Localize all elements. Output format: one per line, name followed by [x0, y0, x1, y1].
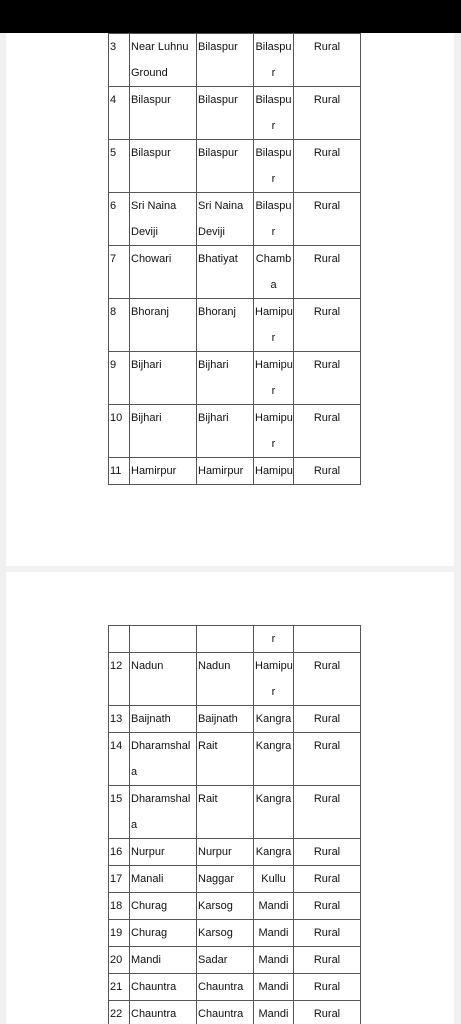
- district-cell-line: r: [271, 67, 276, 79]
- area-type-cell: [294, 626, 361, 653]
- district-cell: [254, 246, 294, 299]
- location-cell-line: Nadun: [131, 660, 164, 672]
- block-cell-line: Hamirpur: [198, 465, 244, 477]
- district-cell: [254, 352, 294, 405]
- district-cell: [254, 626, 294, 653]
- table-row: [109, 626, 361, 653]
- district-cell-line: Mandi: [258, 927, 289, 939]
- table-row: [109, 299, 361, 352]
- location-cell-line: Ground: [131, 67, 168, 79]
- district-cell: [254, 974, 294, 1001]
- serial-number-cell: 18: [109, 893, 130, 920]
- location-cell: [130, 299, 197, 352]
- district-cell-line: Chamb: [255, 253, 292, 265]
- area-type-cell: Rural: [294, 34, 361, 87]
- area-type-cell: Rural: [294, 733, 361, 786]
- location-cell-line: Churag: [131, 900, 168, 912]
- table-row: [109, 458, 361, 485]
- location-cell-line: Dharamshal: [131, 793, 191, 805]
- table-row: [109, 974, 361, 1001]
- block-cell-line: [198, 626, 252, 652]
- location-cell-line: Bhoranj: [131, 306, 169, 318]
- serial-number-cell: 4: [109, 87, 130, 140]
- area-type-cell: Rural: [294, 352, 361, 405]
- block-cell-line: Baijnath: [198, 713, 238, 725]
- serial-number-cell: 5: [109, 140, 130, 193]
- serial-number-cell: 15: [109, 786, 130, 839]
- district-cell-line: Kangra: [255, 713, 292, 725]
- block-cell: [197, 87, 254, 140]
- table-row: [109, 246, 361, 299]
- area-type-cell: Rural: [294, 405, 361, 458]
- location-cell-line: Hamirpur: [131, 465, 177, 477]
- district-cell-line: r: [271, 633, 276, 645]
- district-cell-line: r: [271, 385, 276, 397]
- block-cell: [197, 839, 254, 866]
- location-cell-line: a: [131, 766, 138, 778]
- serial-number-cell: 14: [109, 733, 130, 786]
- district-cell-line: Mandi: [258, 981, 289, 993]
- district-cell-line: Kullu: [261, 873, 286, 885]
- block-cell: [197, 626, 254, 653]
- block-cell: [197, 34, 254, 87]
- sites-table-page-2: [108, 625, 361, 1024]
- table-row: [109, 866, 361, 893]
- serial-number-cell: 16: [109, 839, 130, 866]
- location-cell: [130, 352, 197, 405]
- serial-number-cell: 22: [109, 1001, 130, 1024]
- serial-number-cell: 11: [109, 458, 130, 485]
- block-cell-line: Bilaspur: [198, 147, 238, 159]
- top-status-bar: [0, 0, 461, 33]
- block-cell-line: Bilaspur: [198, 94, 238, 106]
- location-cell-line: a: [131, 819, 138, 831]
- block-cell-line: Chauntra: [198, 981, 244, 993]
- district-cell-line: Bilaspu: [255, 94, 292, 106]
- table-row: [109, 1001, 361, 1024]
- table-row: [109, 893, 361, 920]
- table-row: [109, 786, 361, 839]
- location-cell: [130, 839, 197, 866]
- table-row: [109, 653, 361, 706]
- location-cell: [130, 893, 197, 920]
- location-cell: [130, 974, 197, 1001]
- district-cell-line: r: [271, 686, 276, 698]
- block-cell-line: Sri Naina: [198, 200, 244, 212]
- area-type-cell: Rural: [294, 706, 361, 733]
- block-cell: [197, 1001, 254, 1024]
- block-cell-line: Bilaspur: [198, 41, 238, 53]
- serial-number-cell: 12: [109, 653, 130, 706]
- serial-number-cell: 21: [109, 974, 130, 1001]
- location-cell-line: Mandi: [131, 954, 161, 966]
- location-cell: [130, 706, 197, 733]
- location-cell: [130, 947, 197, 974]
- location-cell-line: Bilaspur: [131, 94, 171, 106]
- location-cell: [130, 626, 197, 653]
- block-cell-line: Bhatiyat: [198, 253, 238, 265]
- district-cell-line: Hamipu: [255, 465, 293, 477]
- district-cell-line: r: [271, 226, 276, 238]
- block-cell: [197, 653, 254, 706]
- district-cell: [254, 34, 294, 87]
- table-row: [109, 839, 361, 866]
- block-cell-line: Karsog: [198, 927, 233, 939]
- district-cell: [254, 786, 294, 839]
- block-cell-line: Rait: [198, 793, 218, 805]
- table-row: [109, 405, 361, 458]
- block-cell: [197, 458, 254, 485]
- serial-number-cell: 7: [109, 246, 130, 299]
- serial-number-cell: 3: [109, 34, 130, 87]
- district-cell: [254, 947, 294, 974]
- location-cell: [130, 653, 197, 706]
- serial-number-cell: 19: [109, 920, 130, 947]
- area-type-cell: Rural: [294, 87, 361, 140]
- location-cell: [130, 193, 197, 246]
- table-row: [109, 34, 361, 87]
- location-cell-line: Bilaspur: [131, 147, 171, 159]
- table-row: [109, 947, 361, 974]
- block-cell-line: Nadun: [198, 660, 231, 672]
- location-cell: [130, 140, 197, 193]
- district-cell-line: Kangra: [255, 740, 292, 752]
- block-cell: [197, 193, 254, 246]
- block-cell-line: Nurpur: [198, 846, 232, 858]
- location-cell-line: Bijhari: [131, 412, 162, 424]
- block-cell-line: Bijhari: [198, 412, 229, 424]
- district-cell: [254, 458, 294, 485]
- block-cell: [197, 866, 254, 893]
- district-cell-line: Hamipu: [255, 660, 293, 672]
- block-cell: [197, 140, 254, 193]
- block-cell-line: Chauntra: [198, 1008, 244, 1020]
- block-cell: [197, 246, 254, 299]
- location-cell: [130, 246, 197, 299]
- district-cell-line: Hamipu: [255, 412, 293, 424]
- location-cell: [130, 1001, 197, 1024]
- area-type-cell: Rural: [294, 246, 361, 299]
- sites-table-body: [109, 34, 361, 485]
- area-type-cell: Rural: [294, 947, 361, 974]
- district-cell-line: Bilaspu: [255, 147, 292, 159]
- block-cell: [197, 299, 254, 352]
- location-cell-line: Nurpur: [131, 846, 165, 858]
- area-type-cell: Rural: [294, 140, 361, 193]
- district-cell: [254, 193, 294, 246]
- serial-number-cell: 9: [109, 352, 130, 405]
- sites-table-body: [109, 626, 361, 1024]
- district-cell-line: Hamipu: [255, 306, 293, 318]
- table-row: [109, 920, 361, 947]
- block-cell: [197, 733, 254, 786]
- district-cell: [254, 405, 294, 458]
- block-cell: [197, 405, 254, 458]
- location-cell-line: Chauntra: [131, 1008, 177, 1020]
- location-cell-line: Bijhari: [131, 359, 162, 371]
- block-cell-line: Sadar: [198, 954, 228, 966]
- serial-number-cell: 8: [109, 299, 130, 352]
- district-cell-line: Bilaspu: [255, 41, 292, 53]
- document-page-2: [6, 572, 454, 1024]
- block-cell-line: Karsog: [198, 900, 233, 912]
- location-cell-line: Churag: [131, 927, 168, 939]
- location-cell-line: Chauntra: [131, 981, 177, 993]
- block-cell: [197, 352, 254, 405]
- serial-number-cell: 10: [109, 405, 130, 458]
- location-cell: [130, 786, 197, 839]
- district-cell-line: Mandi: [258, 1008, 289, 1020]
- sites-table-page-1: [108, 33, 361, 485]
- location-cell: [130, 920, 197, 947]
- block-cell: [197, 786, 254, 839]
- district-cell: [254, 920, 294, 947]
- block-cell: [197, 706, 254, 733]
- district-cell-line: a: [270, 279, 277, 291]
- district-cell-line: Bilaspu: [255, 200, 292, 212]
- block-cell: [197, 893, 254, 920]
- table-row: [109, 352, 361, 405]
- district-cell-line: r: [271, 332, 276, 344]
- area-type-cell: Rural: [294, 920, 361, 947]
- district-cell: [254, 299, 294, 352]
- area-type-cell: Rural: [294, 1001, 361, 1024]
- area-type-cell: Rural: [294, 974, 361, 1001]
- block-cell-line: Rait: [198, 740, 218, 752]
- location-cell-line: Chowari: [131, 253, 172, 265]
- district-cell-line: Mandi: [258, 900, 289, 912]
- district-cell: [254, 87, 294, 140]
- block-cell: [197, 974, 254, 1001]
- district-cell-line: Mandi: [258, 954, 289, 966]
- area-type-cell: Rural: [294, 893, 361, 920]
- location-cell: [130, 866, 197, 893]
- district-cell: [254, 866, 294, 893]
- area-type-cell: Rural: [294, 653, 361, 706]
- district-cell-line: r: [271, 438, 276, 450]
- area-type-cell: Rural: [294, 458, 361, 485]
- location-cell-line: Sri Naina: [131, 200, 177, 212]
- district-cell: [254, 893, 294, 920]
- district-cell-line: Hamipu: [255, 359, 293, 371]
- location-cell: [130, 405, 197, 458]
- district-cell-line: Kangra: [255, 846, 292, 858]
- location-cell: [130, 733, 197, 786]
- district-cell: [254, 839, 294, 866]
- area-type-cell: Rural: [294, 839, 361, 866]
- block-cell-line: Deviji: [198, 226, 225, 238]
- serial-number-cell: [109, 626, 130, 653]
- block-cell-line: Bhoranj: [198, 306, 236, 318]
- location-cell-line: Dharamshal: [131, 740, 191, 752]
- area-type-cell: Rural: [294, 786, 361, 839]
- location-cell: [130, 87, 197, 140]
- document-page-1: [6, 33, 454, 566]
- location-cell-line: Manali: [131, 873, 164, 885]
- table-row: [109, 733, 361, 786]
- table-row: [109, 140, 361, 193]
- block-cell: [197, 947, 254, 974]
- district-cell-line: r: [271, 173, 276, 185]
- district-cell: [254, 1001, 294, 1024]
- location-cell-line: Deviji: [131, 226, 158, 238]
- district-cell: [254, 733, 294, 786]
- district-cell-line: Kangra: [255, 793, 292, 805]
- serial-number-cell: 13: [109, 706, 130, 733]
- table-row: [109, 193, 361, 246]
- table-row: [109, 706, 361, 733]
- area-type-cell: Rural: [294, 866, 361, 893]
- block-cell-line: Bijhari: [198, 359, 229, 371]
- table-row: [109, 87, 361, 140]
- location-cell-line: Near Luhnu: [131, 41, 189, 53]
- location-cell-line: [131, 626, 195, 652]
- district-cell: [254, 140, 294, 193]
- serial-number-cell: 17: [109, 866, 130, 893]
- area-type-cell: Rural: [294, 193, 361, 246]
- location-cell-line: Baijnath: [131, 713, 171, 725]
- serial-number-cell: 6: [109, 193, 130, 246]
- district-cell-line: r: [271, 120, 276, 132]
- block-cell-line: Naggar: [198, 873, 235, 885]
- district-cell: [254, 653, 294, 706]
- serial-number-cell: 20: [109, 947, 130, 974]
- block-cell: [197, 920, 254, 947]
- district-cell: [254, 706, 294, 733]
- location-cell: [130, 458, 197, 485]
- area-type-cell: Rural: [294, 299, 361, 352]
- location-cell: [130, 34, 197, 87]
